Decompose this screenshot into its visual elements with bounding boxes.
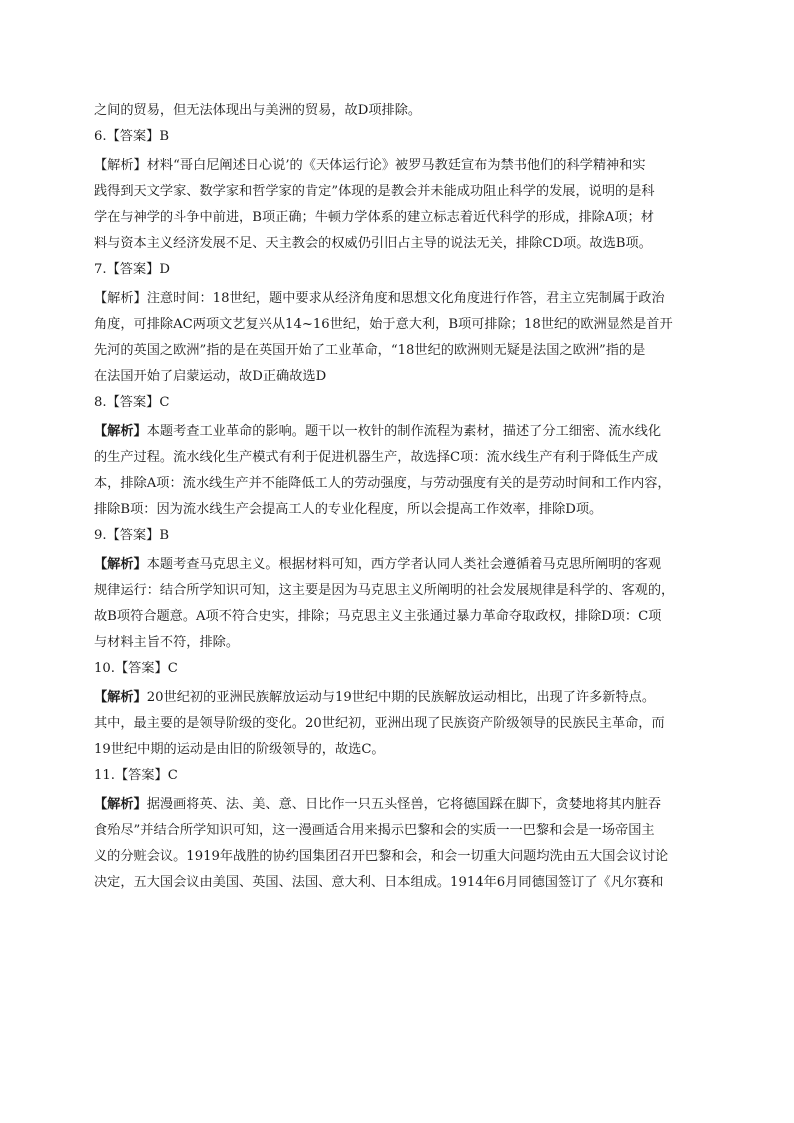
- analysis-line: 故B项符合题意。A项不符合史实，排除；马克思主义主张通过暴力革命夺取政权，排除D项：C项: [94, 609, 662, 624]
- analysis-line: 在法国开始了启蒙运动，故D正确故选D: [94, 369, 327, 384]
- analysis-tag: 【解析】: [94, 797, 147, 812]
- analysis-line: 排除B项：因为流水线生产会提高工人的专业化程度，所以会提高工作效率，排除D项。: [94, 502, 603, 517]
- analysis-tag: 【解析】: [94, 424, 147, 439]
- analysis-line: 与材料主旨不符，排除。: [94, 635, 240, 650]
- analysis-line: 规律运行：结合所学知识可知，这主要是因为马克思主义所阐明的社会发展规律是科学的、客观的，: [94, 583, 675, 598]
- analysis-text: 20世纪初的亚洲民族解放运动与19世纪中期的民族解放运动相比，出现了许多新特点。: [146, 690, 656, 705]
- analysis-line: 19世纪中期的运动是由旧的阶级领导的，故选C。: [94, 742, 385, 757]
- answer-line: 10.【答案】C: [94, 661, 178, 676]
- analysis-line: 践得到天文学家、数学家和哲学家的肯定”体现的是教会并未能成功阻止科学的发展，说明的是科: [94, 184, 655, 199]
- analysis-line: 本，排除A项：流水线生产并不能降低工人的劳动强度，与劳动强度有关的是劳动时间和工作内容，: [94, 476, 671, 491]
- analysis-first-line: [94, 419, 706, 445]
- analysis-text: 本题考查马克思主义。根据材料可知，西方学者认同人类社会遵循着马克思所阐明的客观: [146, 557, 662, 572]
- analysis-line: 先河的英国之欧洲”指的是在英国开始了工业革命，“18世纪的欧洲则无疑是法国之欧洲”指的是: [94, 343, 646, 358]
- analysis-first-line: [94, 153, 706, 179]
- analysis-first-line: [94, 552, 706, 578]
- analysis-line: 决定，五大国会议由美国、英国、法国、意大利、日本组成。1914年6月同德国签订了《凡尔赛和: [94, 875, 664, 890]
- analysis-tag: 【解析】: [94, 158, 147, 173]
- analysis-first-line: [94, 792, 706, 818]
- answer-line: 7.【答案】D: [94, 262, 170, 277]
- analysis-first-line: [94, 286, 706, 312]
- analysis-text: 材料“哥白尼阐述日心说’的《天体运行论》被罗马教廷宣布为禁书他们的科学精神和实: [146, 158, 646, 173]
- document-body: [94, 98, 706, 896]
- answer-line: 8.【答案】C: [94, 395, 170, 410]
- answer-line: 6.【答案】B: [94, 129, 170, 144]
- analysis-text: 本题考查工业革命的影响。题干以一枚针的制作流程为素材，描述了分工细密、流水线化: [146, 424, 662, 439]
- analysis-first-line: [94, 685, 706, 711]
- analysis-line: 料与资本主义经济发展不足、天主教会的权威仍引旧占主导的说法无关，排除CD项。故选B项。: [94, 236, 652, 251]
- answer-line: 9.【答案】B: [94, 528, 170, 543]
- analysis-tag: 【解析】: [94, 291, 147, 306]
- answer-line: 11.【答案】C: [94, 768, 178, 783]
- analysis-line: 食殆尽”并结合所学知识可知，这一漫画适合用来揭示巴黎和会的实质一一巴黎和会是一场帝国主: [94, 823, 655, 838]
- analysis-tag: 【解析】: [94, 557, 147, 572]
- analysis-line: 其中，最主要的是领导阶级的变化。20世纪初，亚洲出现了民族资产阶级领导的民族民主革命，而: [94, 716, 665, 731]
- analysis-text: 注意时间：18世纪，题中要求从经济角度和思想文化角度进行作答，君主立宪制属于政治: [146, 291, 665, 306]
- analysis-text: 据漫画将英、法、美、意、日比作一只五头怪兽，它将德国踩在脚下，贪婪地将其内脏吞: [146, 797, 662, 812]
- analysis-line: 角度，可排除AC两项文艺复兴从14~16世纪，始于意大利，B项可排除；18世纪的欧洲显然是首开: [94, 317, 673, 332]
- analysis-line: 学在与神学的斗争中前进，B项正确；牛顿力学体系的建立标志着近代科学的形成，排除A项；材: [94, 210, 654, 225]
- analysis-tag: 【解析】: [94, 690, 147, 705]
- analysis-line: 义的分赃会议。1919年战胜的协约国集团召开巴黎和会，和会一切重大问题均洗由五大国会议讨论: [94, 849, 669, 864]
- body-text-line: 之间的贸易，但无法体现出与美洲的贸易，故D项排除。: [94, 103, 422, 118]
- analysis-line: 的生产过程。流水线化生产模式有利于促进机器生产，故选择C项：流水线生产有利于降低生产成: [94, 450, 658, 465]
